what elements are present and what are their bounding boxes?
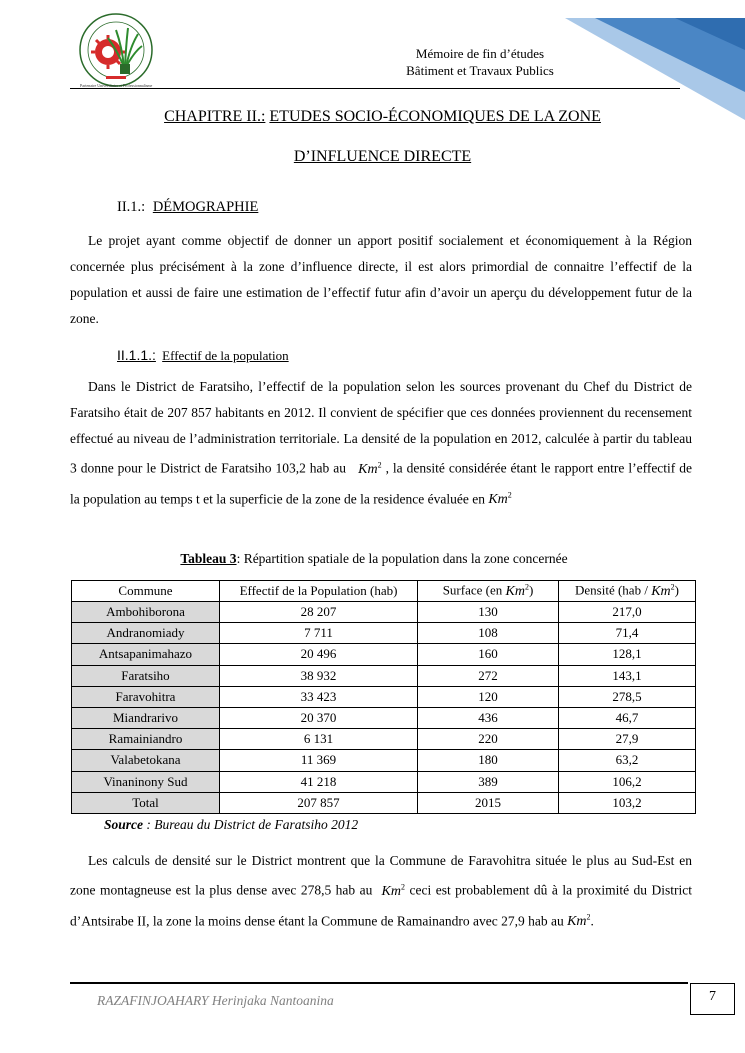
header-density: Densité (hab / Km$^2$) (559, 581, 696, 602)
cell-commune: Ramainiandro (72, 729, 220, 750)
footer-author: RAZAFINJOAHARY Herinjaka Nantoanina (97, 993, 334, 1008)
subsection-title: Effectif de la population (162, 348, 289, 363)
cell-density: 46,7 (559, 707, 696, 728)
cell-density: 103,2 (559, 792, 696, 813)
table-caption (70, 551, 678, 567)
table-caption-text: : Répartition spatiale de la population dans la zone concernée (236, 551, 568, 566)
unit-km2: Km$^2$ (381, 882, 405, 899)
table-row (72, 792, 696, 813)
cell-density: 143,1 (559, 665, 696, 686)
table-row (72, 623, 696, 644)
header-line1: Mémoire de fin d’études (415, 46, 545, 61)
cell-density: 27,9 (559, 729, 696, 750)
cell-commune: Ambohiborona (72, 602, 220, 623)
subsection-heading (117, 347, 289, 364)
table-row (72, 602, 696, 623)
cell-density: 278,5 (559, 686, 696, 707)
school-logo (78, 12, 154, 88)
chapter-title-line1 (70, 108, 695, 126)
chapter-title-line2 (70, 148, 695, 166)
paragraph-population-text-1: Dans le District de Faratsiho, l’effectif de la population selon les sources provenant du Chef du District de Faratsiho était de 207 857 habitants en 2012. Il convient de spécifier que ces données proviennent du recensement effectué au niveau de l’administration territoriale. La densité de la population en 2012, calculée à partir du tableau 3 donne pour le District de Faratsiho 103,2 hab au (70, 379, 692, 476)
cell-commune: Vinaninony Sud (72, 771, 220, 792)
unit-km2: Km$^2$ (567, 912, 591, 930)
cell-surface: 160 (418, 644, 559, 665)
cell-density: 217,0 (559, 602, 696, 623)
header-divider (70, 88, 680, 89)
subsection-number: II.1.1.: (117, 347, 156, 363)
paragraph-population (70, 374, 692, 513)
table-header-row (72, 581, 696, 602)
unit-km2: Km$^2$ (358, 460, 382, 477)
cell-surface: 436 (418, 707, 559, 728)
table-row (72, 644, 696, 665)
population-table (71, 580, 696, 814)
paragraph-intro-text: Le projet ayant comme objectif de donner un apport positif socialement et économiquement à la Région concernée plus précisément à la zone d’influence directe, il est alors primordial de connaitre l’effectif de la population et aussi de faire une estimation de l’effectif futur afin d’avoir un aperçu du développement futur de la zone. (70, 233, 692, 326)
paragraph-density (70, 848, 692, 935)
table-row (72, 707, 696, 728)
source-label: Source (104, 817, 144, 832)
cell-surface: 108 (418, 623, 559, 644)
cell-population: 41 218 (220, 771, 418, 792)
table-row (72, 686, 696, 707)
table-row (72, 729, 696, 750)
paragraph-density-text-2: ceci est probablement dû à la proximité du District d’Antsirabe II, la zone la moins dense étant la Commune de Ramainandro avec 27,9 hab au (70, 882, 693, 929)
cell-commune: Total (72, 792, 220, 813)
table-caption-label: Tableau 3 (180, 551, 237, 566)
cell-commune: Antsapanimahazo (72, 644, 220, 665)
cell-density: 71,4 (559, 623, 696, 644)
table-row (72, 771, 696, 792)
section-number: II.1.: (117, 199, 146, 215)
cell-surface: 272 (418, 665, 559, 686)
header-line2: Bâtiment et Travaux Publics (406, 63, 554, 78)
paragraph-intro (70, 228, 692, 332)
header-population: Effectif de la Population (hab) (220, 581, 418, 602)
cell-population: 11 369 (220, 750, 418, 771)
page-number: 7 (690, 983, 735, 1015)
cell-population: 38 932 (220, 665, 418, 686)
cell-surface: 220 (418, 729, 559, 750)
chapter-title: ETUDES SOCIO-ÉCONOMIQUES DE LA ZONE (269, 108, 601, 125)
paragraph-population-text-2: , la densité considérée étant le rapport entre l’effectif de la population au temps t et la superficie de la zone de la residence évaluée en (70, 460, 693, 507)
table-row (72, 750, 696, 771)
cell-surface: 130 (418, 602, 559, 623)
source-text: : Bureau du District de Faratsiho 2012 (146, 817, 359, 832)
cell-density: 63,2 (559, 750, 696, 771)
header-surface: Surface (en Km$^2$) (418, 581, 559, 602)
cell-population: 28 207 (220, 602, 418, 623)
cell-commune: Faratsiho (72, 665, 220, 686)
cell-commune: Miandrarivo (72, 707, 220, 728)
cell-population: 20 496 (220, 644, 418, 665)
cell-surface: 389 (418, 771, 559, 792)
cell-population: 20 370 (220, 707, 418, 728)
table-row (72, 665, 696, 686)
corner-decoration (565, 0, 745, 120)
header-text (380, 45, 580, 79)
section-title: DÉMOGRAPHIE (152, 199, 259, 215)
logo-caption: Partenaire Universitaire et Professionnalisme (80, 83, 153, 88)
chapter-title-continued: D’INFLUENCE DIRECTE (293, 148, 472, 165)
cell-population: 7 711 (220, 623, 418, 644)
table-source (104, 817, 358, 833)
chapter-label: CHAPITRE II.: (164, 108, 266, 125)
cell-surface: 120 (418, 686, 559, 707)
cell-commune: Andranomiady (72, 623, 220, 644)
header-commune: Commune (72, 581, 220, 602)
section-heading (117, 199, 258, 216)
cell-surface: 2015 (418, 792, 559, 813)
unit-km2: Km$^2$ (488, 490, 512, 508)
cell-commune: Valabetokana (72, 750, 220, 771)
cell-commune: Faravohitra (72, 686, 220, 707)
cell-surface: 180 (418, 750, 559, 771)
cell-density: 106,2 (559, 771, 696, 792)
paragraph-density-text-3: . (590, 913, 594, 929)
cell-density: 128,1 (559, 644, 696, 665)
cell-population: 33 423 (220, 686, 418, 707)
cell-population: 6 131 (220, 729, 418, 750)
paragraph-density-text-1: Les calculs de densité sur le District montrent que la Commune de Faravohitra située le plus au Sud-Est en zone montagneuse est la plus dense avec 278,5 hab au (70, 853, 692, 898)
cell-population: 207 857 (220, 792, 418, 813)
footer-divider (70, 982, 688, 984)
